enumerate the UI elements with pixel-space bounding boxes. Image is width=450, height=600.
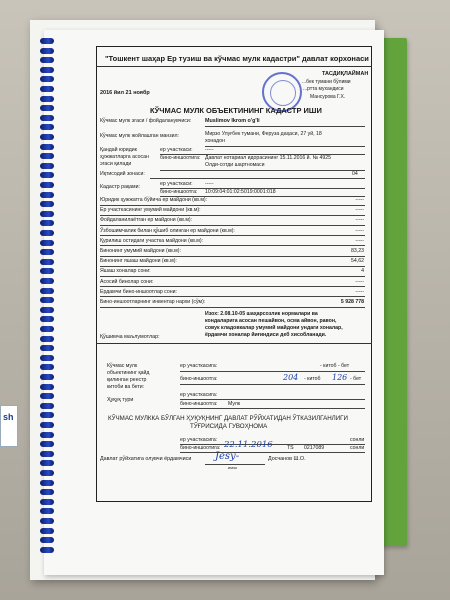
row-underline [100,296,365,297]
row-value: 54,62 [351,258,364,265]
spiral-coil [40,230,54,236]
spiral-coil [40,201,54,207]
state-reg-title-line-2: ТЎҒРИСИДА ГУВОҲНОМА [190,423,268,430]
registry-building-label: бино-иншоотга: [180,376,218,382]
spiral-coil [40,422,54,428]
signature-handwritten: Jesy- [215,451,240,462]
row-value: ----- [355,288,364,295]
spiral-coil [40,345,54,351]
spiral-coil [40,528,54,534]
row-label: Асосий бинолар сони: [100,278,154,285]
row-value: ----- [355,237,364,244]
spiral-coil [40,182,54,188]
registry-land-label: ер участкасига: [180,363,218,369]
row-label: Бино-иншоотларнинг инвентар нархи (сўм): [100,299,206,305]
signature-caption: имзо [228,465,237,470]
spiral-coil [40,297,54,303]
state-reg-building-underline [180,452,365,453]
basis-land-value: ----- [205,147,214,153]
basis-building-label: бино-иншоотига: [160,155,201,161]
rights-land-underline [180,399,365,400]
row-underline [100,235,365,236]
spiral-coil [40,460,54,466]
approver-line-3: Мансурова Г.Х. [310,94,346,100]
spiral-coil [40,96,54,102]
spiral-coil [40,537,54,543]
row-label: Ердамчи бино-иншоотлар сони: [100,288,177,295]
basis-building-value-line-2: Олди-сотди шартномаси [205,162,265,168]
spiral-coil [40,249,54,255]
spiral-coil [40,384,54,390]
address-value-line-1: Мирзо Улуғбек тумани, Феруза даҳаси, 27 уй, 18 [205,131,322,137]
spiral-coil [40,470,54,476]
row-value: 83,23 [351,248,364,254]
registry-book-handwritten: 204 [283,373,299,382]
state-reg-series: TS [287,445,294,451]
basis-building-value-line-1: Давлат нотариал идорасининг 15.11.2016 й. № 4925 [205,155,332,161]
spiral-coil [40,144,54,150]
notes-label: Қўшимча маълумотлар: [100,334,160,340]
footer-label: Давлат рўйхатига олувчи ёрдамчиси [100,456,192,462]
row-underline [100,286,365,287]
spiral-coil [40,38,54,44]
row-value: 4 [361,268,364,275]
zone-underline [150,178,365,179]
cadastre-building-label: бино-иншоотга: [160,189,198,195]
row-label: Яшаш хоналар сони: [100,268,151,275]
row-label: Юридик ҳужжатга бўйича ер майдони (кв.м): [100,197,208,203]
registry-label-line-2: объектининг қайд [107,370,150,376]
basis-land-label: ер участкаси: [160,147,193,153]
address-label: Кўчмас мулк жойлашган манзил: [100,133,180,139]
spiral-coil [40,57,54,63]
row-label: Ўзбошимчалик билан қўшиб олинган ер майдони (кв.м): [100,227,235,234]
state-reg-building-label: бино-иншоотига: [180,445,221,451]
spiral-coil [40,105,54,111]
owner-label: Кўчмас мулк эгаси / фойдаланувчиси: [100,118,192,124]
address-underline [205,146,365,147]
registry-label-line-1: Кўчмас мулк [107,363,138,369]
document-date: 2016 йил 21 ноябр [100,90,150,96]
spiral-coil [40,480,54,486]
spiral-coil [40,220,54,226]
state-reg-number-word: сонли [350,445,365,451]
state-reg-date-handwritten: 22.11.2016 [224,440,273,450]
registry-land-underline [180,371,365,372]
row-underline [100,215,365,216]
spiral-coil [40,278,54,284]
owner-value: Muslimov Ikrom o'g'li [205,118,260,124]
left-paper-slip [0,405,18,447]
registry-label-line-3: қилинган реестр [107,377,147,383]
registry-page-handwritten: 126 [332,373,348,382]
spiral-coil [40,86,54,92]
spiral-coil [40,115,54,121]
spiral-coil [40,240,54,246]
basis-building-underline [160,170,365,171]
approver-line-1: ...бек тумани бўлими [302,79,351,85]
row-value: ----- [355,217,364,224]
spiral-coil [40,316,54,322]
spiral-coil [40,268,54,274]
registry-book-word: - китоб [304,376,321,382]
row-value: 5 928 778 [340,299,364,305]
spiral-coil [40,172,54,178]
document-title: КЎЧМАС МУЛК ОБЪЕКТИНИНГ КАДАСТР ИШИ [150,106,322,115]
spiral-coil [40,124,54,130]
spiral-coil [40,76,54,82]
row-underline [100,205,365,206]
rights-building-label: бино-иншоотга: [180,401,218,407]
zone-value: 04 [352,171,358,177]
left-slip-text: sh [3,412,14,422]
spiral-coil [40,307,54,313]
row-underline [100,245,365,246]
cadastre-land-label: ер участкаси: [160,181,193,187]
notes-line-2: кондаларига асосан пешайвон, осма айвон, равон, [205,318,337,324]
row-label: Бинонинг умумий майдони (кв.м): [100,248,181,254]
spiral-coil [40,547,54,553]
state-reg-number: 0217089 [304,445,325,451]
row-underline [100,276,365,277]
rights-land-label: ер участкасига: [180,392,218,398]
spiral-coil [40,518,54,524]
notes-line-4: ёрдамчи хоналар йиғиндиси деб хисобланади. [205,332,327,338]
spiral-coil [40,364,54,370]
basis-label-line-3: эгаси қилади [100,161,132,167]
address-value-line-2: хонадон [205,138,225,144]
spiral-coil [40,259,54,265]
notes-line-3: совук кладовкалар умумий майдони ундаги хоналар, [205,325,343,331]
state-reg-land-label: ер участкасига: [180,437,218,443]
basis-label-line-2: ҳужжатларга асосан [100,154,149,160]
row-label: Бинонинг яшаш майдони (кв.м): [100,258,177,265]
owner-underline [205,126,365,127]
rights-building-underline [180,408,365,409]
row-underline [100,266,365,267]
spiral-coil [40,451,54,457]
spiral-coil [40,48,54,54]
org-title: "Тошкент шаҳар Ер тузиш ва кўчмас мулк кадастри" давлат корхонаси [105,54,369,63]
spiral-coil [40,134,54,140]
spiral-coil [40,403,54,409]
spiral-coil [40,336,54,342]
cadastre-building-value: 10:09:04:01:02:5019:0001:018 [205,189,276,195]
spiral-coil [40,355,54,361]
basis-label-line-1: Қандай юридик [100,147,137,153]
row-underline [100,256,365,257]
row-underline [100,307,365,308]
spiral-coil [40,489,54,495]
row-label: Фойдаланилаётган ер майдони (кв.м): [100,217,193,224]
row-value: ----- [355,227,364,234]
spiral-coil [40,192,54,198]
spiral-coil [40,153,54,159]
header-divider [96,66,372,67]
spiral-coil [40,508,54,514]
spiral-binding [40,38,54,568]
registry-page-word: - бет [350,376,362,382]
spiral-coil [40,393,54,399]
cadastre-land-value: ----- [205,181,214,187]
registry-label-line-4: китоби ва бети: [107,384,145,390]
spiral-coil [40,441,54,447]
spiral-coil [40,288,54,294]
row-underline [100,225,365,226]
notes-divider [96,343,372,344]
rights-label: Ҳуқуқ тури [107,397,134,403]
spiral-coil [40,412,54,418]
spiral-coil [40,163,54,169]
approved-label: ТАСДИҚЛАЙМАН [322,71,369,77]
spiral-coil [40,374,54,380]
spiral-coil [40,432,54,438]
cadastre-label: Кадастр рақами: [100,184,140,190]
spiral-coil [40,326,54,332]
row-label: Ер участкасининг умумий майдони (кв.м): [100,207,201,214]
state-reg-title-line-1: КЎЧМАС МУЛККА БЎЛГАН ҲУҚУҚНИНГ ДАВЛАТ РЎЙХАТИДАН ЎТКАЗИЛГАНЛИГИ [108,415,348,422]
zone-label: Иқтисодий зонаси: [100,171,145,177]
row-value: ----- [355,278,364,285]
rights-building-value: Мулк [228,401,241,407]
state-reg-land-value: сонли [350,437,365,443]
row-value: ----- [355,197,364,203]
notes-line-1: Изох: 2.08.10-05 шаҳарсозлик нормалари ва [205,311,318,317]
row-value: ----- [355,207,364,214]
registrar-name: Досчанов Ш.О. [268,456,306,462]
row-label: Қурилиш остидаги участка майдони (кв.м): [100,237,204,244]
spiral-coil [40,67,54,73]
approver-line-2: ...ртта мухандиси [303,86,344,92]
registry-land-value: - китоб - бет [320,363,350,369]
registry-building-underline [180,384,365,385]
spiral-coil [40,211,54,217]
spiral-coil [40,499,54,505]
